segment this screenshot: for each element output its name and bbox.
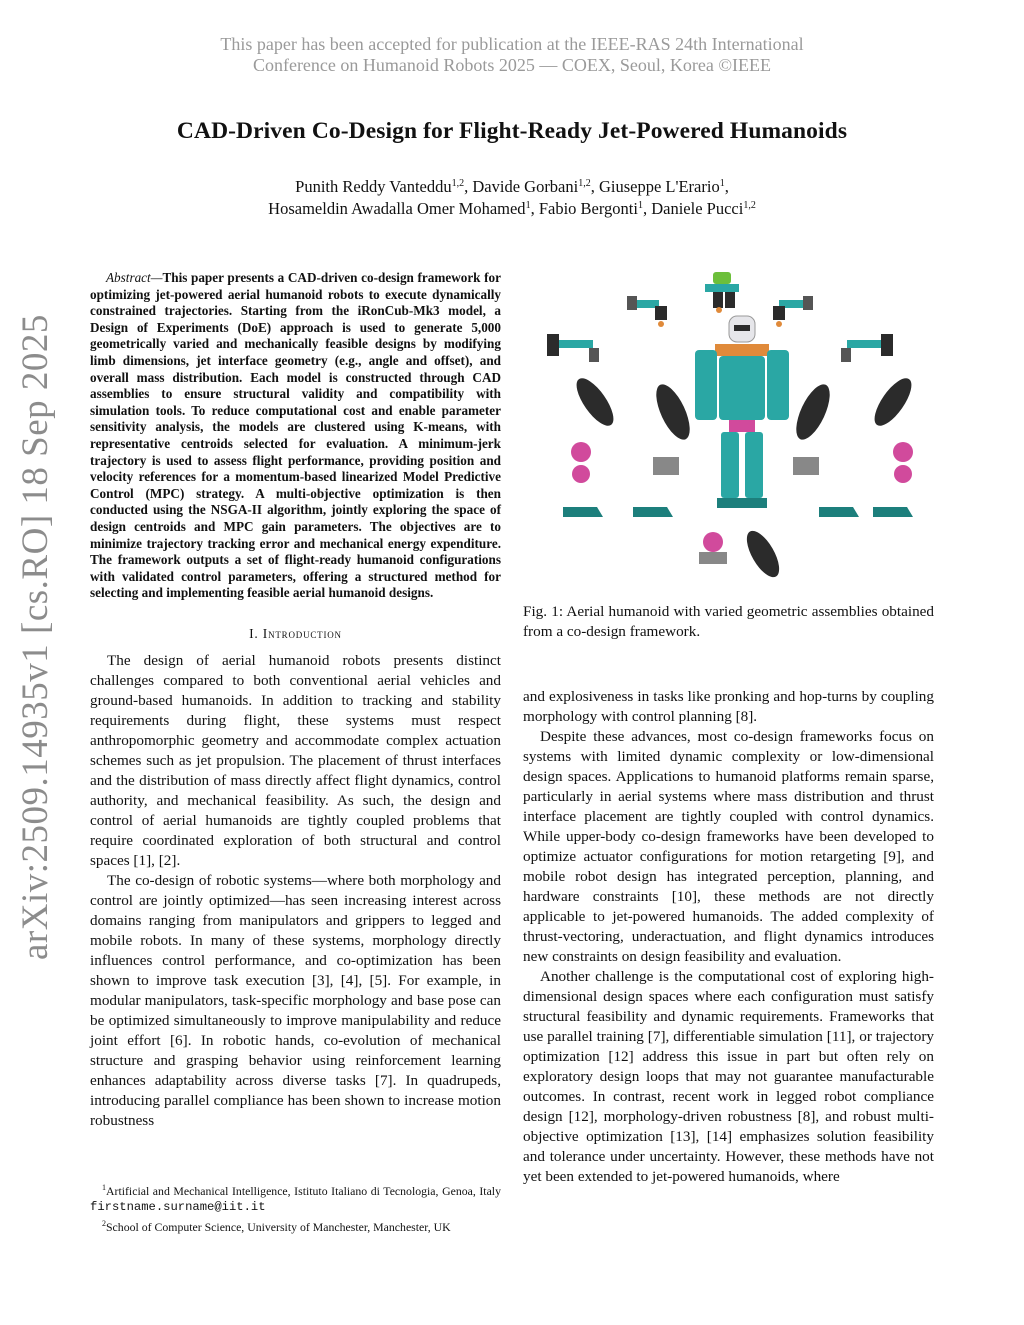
intro-paragraph-1: The design of aerial humanoid robots presents distinct challenges compared to both conventional aerial vehicles and ground-based humanoids. In addition to tracking and stability requirements during flight, these systems must respect anthropomorphic geometry and accommodate complex actuation schemes such as jet propulsion. The placement of thrust interfaces and the distribution of mass directly affect flight dynamics, control authority, and mechanical feasibility. As such, the design and control of aerial humanoids are tightly coupled problems that require coordinated exploration of both structural and control spaces [1], [2]. (90, 651, 501, 869)
footnote-mark: 1 (102, 1183, 106, 1192)
arxiv-id: arXiv:2509.14935v1 [cs.RO] 18 Sep 2025 (15, 314, 56, 960)
author-name: Hosameldin Awadalla Omer Mohamed (268, 199, 526, 218)
section-heading (90, 626, 501, 642)
author-list (0, 176, 1024, 220)
author-line-1: Punith Reddy Vanteddu$^{1,2}$, Davide Gorbani$^{1,2}$, Giuseppe L'Erario$^1$, (295, 177, 729, 196)
notice-line-2: Conference on Humanoid Robots 2025 — COEX, Seoul, Korea ©IEEE (252, 55, 772, 75)
intro-paragraph-2: The co-design of robotic systems—where both morphology and control are jointly optimized—has seen increasing interest across domains ranging from manipulators and grippers to legged and mobile robots. In many of these systems, morphology directly influences control performance, and co-optimization has been shown to improve task execution [3], [4], [5]. For example, in modular manipulators, task-specific morphology and base pose can be optimized simultaneously to improve manipulability and reduce joint effort [6]. In robotic hands, co-evolution of mechanical structure and grasping behavior using reinforcement learning enhances adaptability across diverse tasks [7]. In quadrupeds, introducing parallel compliance has been shown to increase motion robustness (90, 871, 501, 1129)
arm-assembly-right-outer (841, 334, 893, 362)
author-name: Giuseppe L'Erario (598, 177, 720, 196)
author-line-2: Hosameldin Awadalla Omer Mohamed$^1$, Fabio Bergonti$^1$, Daniele Pucci$^{1,2}$ (268, 199, 756, 218)
abstract-text: This paper presents a CAD-driven co-design framework for optimizing jet-powered aerial humanoid robots to execute dynamically constrained trajectories. Starting from the iRonCub-Mk3 model, a Design of Experiments (DoE) approach is used to generate 5,000 geometrically varied and mechanically feasible designs by modifying limb dimensions, jet interface geometry (e.g., angle and offset), and overall mass distribution. Each model is constructed through CAD assemblies to ensure structural validity and compatibility with simulation tools. To reduce computational cost and enable parameter sensitivity analysis, the models are clustered using K-means, with representative centroids selected for evaluation. A minimum-jerk trajectory is used to assess flight performance, providing position and velocity references for a momentum-based linearized Model Predictive Control (MPC) strategy. A multi-objective optimization is then conducted using the NSGA-II algorithm, jointly exploring the space of design centroids and MPC gain parameters. The objectives are to minimize trajectory tracking error and mechanical energy expenditure. The framework outputs a set of flight-ready humanoid configurations with validated control parameters, offering a structured method for selecting and implementing feasible aerial humanoid designs. (90, 270, 501, 601)
author-name: Davide Gorbani (472, 177, 579, 196)
left-column (90, 270, 501, 1131)
author-affiliation: 1 (637, 200, 643, 211)
intro-paragraph-5: Another challenge is the computational cost of exploring high-dimensional design spaces where each configuration must satisfy structural feasibility and dynamic requirements. Frameworks that use parallel training [7], differentiable simulation [11], or trajectory optimization [12] address this issue in part but often rely on exploratory design loops that may not guarantee manufacturable outcomes. In contrast, recent work in legged robot compliance design [12], morphology-driven robustness [8], and robust multi-objective optimization [13], [14] emphasizes solution feasibility and tolerance under uncertainty. However, these methods have not yet been extended to jet-powered humanoids, where (523, 968, 934, 1185)
right-column-figure (523, 262, 934, 642)
abstract: Abstract—This paper presents a CAD-driven co-design framework for optimizing jet-powered aerial humanoid robots to execute dynamically constrained trajectories. Starting from the iRonCub-Mk3 model, a Design of Experiments (DoE) approach is used to generate 5,000 geometrically varied and mechanically feasible designs by modifying limb dimensions, jet interface geometry (e.g., angle and offset), and overall mass distribution. Each model is constructed through CAD assemblies to ensure structural validity and compatibility with simulation tools. To reduce computational cost and enable parameter sensitivity analysis, the models are clustered using K-means, with representative centroids selected for evaluation. A minimum-jerk trajectory is used to assess flight performance, providing position and velocity references for a momentum-based linearized Model Predictive Control (MPC) strategy. A multi-objective optimization is then conducted using the NSGA-II algorithm, jointly exploring the space of design centroids and MPC gain parameters. The objectives are to minimize trajectory tracking error and mechanical energy expenditure. The framework outputs a set of flight-ready humanoid configurations with validated control parameters, offering a structured method for selecting and implementing feasible aerial humanoid designs. (90, 270, 501, 601)
author-affiliation: 1 (719, 178, 725, 189)
central-humanoid (695, 316, 789, 508)
author-affiliation: 1,2 (743, 200, 756, 211)
footnote-2 (90, 1216, 501, 1235)
author-name: Daniele Pucci (651, 199, 744, 218)
notice-line-1: This paper has been accepted for publication at the IEEE-RAS 24th International (220, 34, 804, 54)
arm-assembly-right-upper (773, 296, 813, 327)
arm-assembly-left-upper (627, 296, 667, 327)
footnote-email: firstname.surname@iit.it (90, 1200, 266, 1215)
footnote-text: School of Computer Science, University of Manchester, Manchester, UK (106, 1219, 451, 1234)
footnotes (90, 1180, 501, 1235)
arxiv-stamp (12, 314, 72, 960)
author-name: Fabio Bergonti (538, 199, 638, 218)
figure-caption: Fig. 1: Aerial humanoid with varied geometric assemblies obtained from a co-design framework. (523, 603, 934, 640)
author-name: Punith Reddy Vanteddu (295, 177, 452, 196)
humanoid-assembly-illustration (523, 262, 934, 592)
intro-paragraph-4: Despite these advances, most co-design frameworks focus on systems with limited dynamic complexity or low-dimensional design spaces. Applications to humanoid platforms remain sparse, particularly in aerial systems where mass distribution and thrust interface placement are tightly coupled with control dynamics. While upper-body co-design frameworks have been developed to optimize actuator configurations for motion retargeting [9], and mobile robot design has integrated perception, planning, and hardware constraints [10], these methods are not directly applicable to jet-powered humanoids. The added complexity of thrust-vectoring, underactuation, and flight dynamics introduces new constraints on design feasibility and evaluation. (523, 728, 934, 965)
acceptance-notice (0, 34, 1024, 76)
right-column-text (523, 687, 934, 1187)
arm-assembly-left-outer (547, 334, 599, 362)
footnote-mark: 2 (102, 1218, 106, 1228)
footnote-1 (90, 1180, 501, 1216)
foot-assemblies (563, 507, 913, 517)
arm-assembly-top (705, 272, 739, 313)
figure-1 (523, 262, 934, 592)
abstract-label: Abstract (106, 270, 151, 285)
paper-title: CAD-Driven Co-Design for Flight-Ready Jet-Powered Humanoids (176, 118, 848, 144)
author-affiliation: 1,2 (578, 178, 591, 189)
section-heading-text: I. Introduction (249, 625, 342, 641)
author-affiliation: 1,2 (451, 178, 465, 189)
author-affiliation: 1 (525, 200, 531, 211)
footnote-text: Artificial and Mechanical Intelligence, Istituto Italiano di Tecnologia, Genoa, Italy (106, 1183, 501, 1198)
intro-paragraph-continued: and explosiveness in tasks like pronking and hop-turns by coupling morphology with control planning [8]. (523, 688, 934, 725)
